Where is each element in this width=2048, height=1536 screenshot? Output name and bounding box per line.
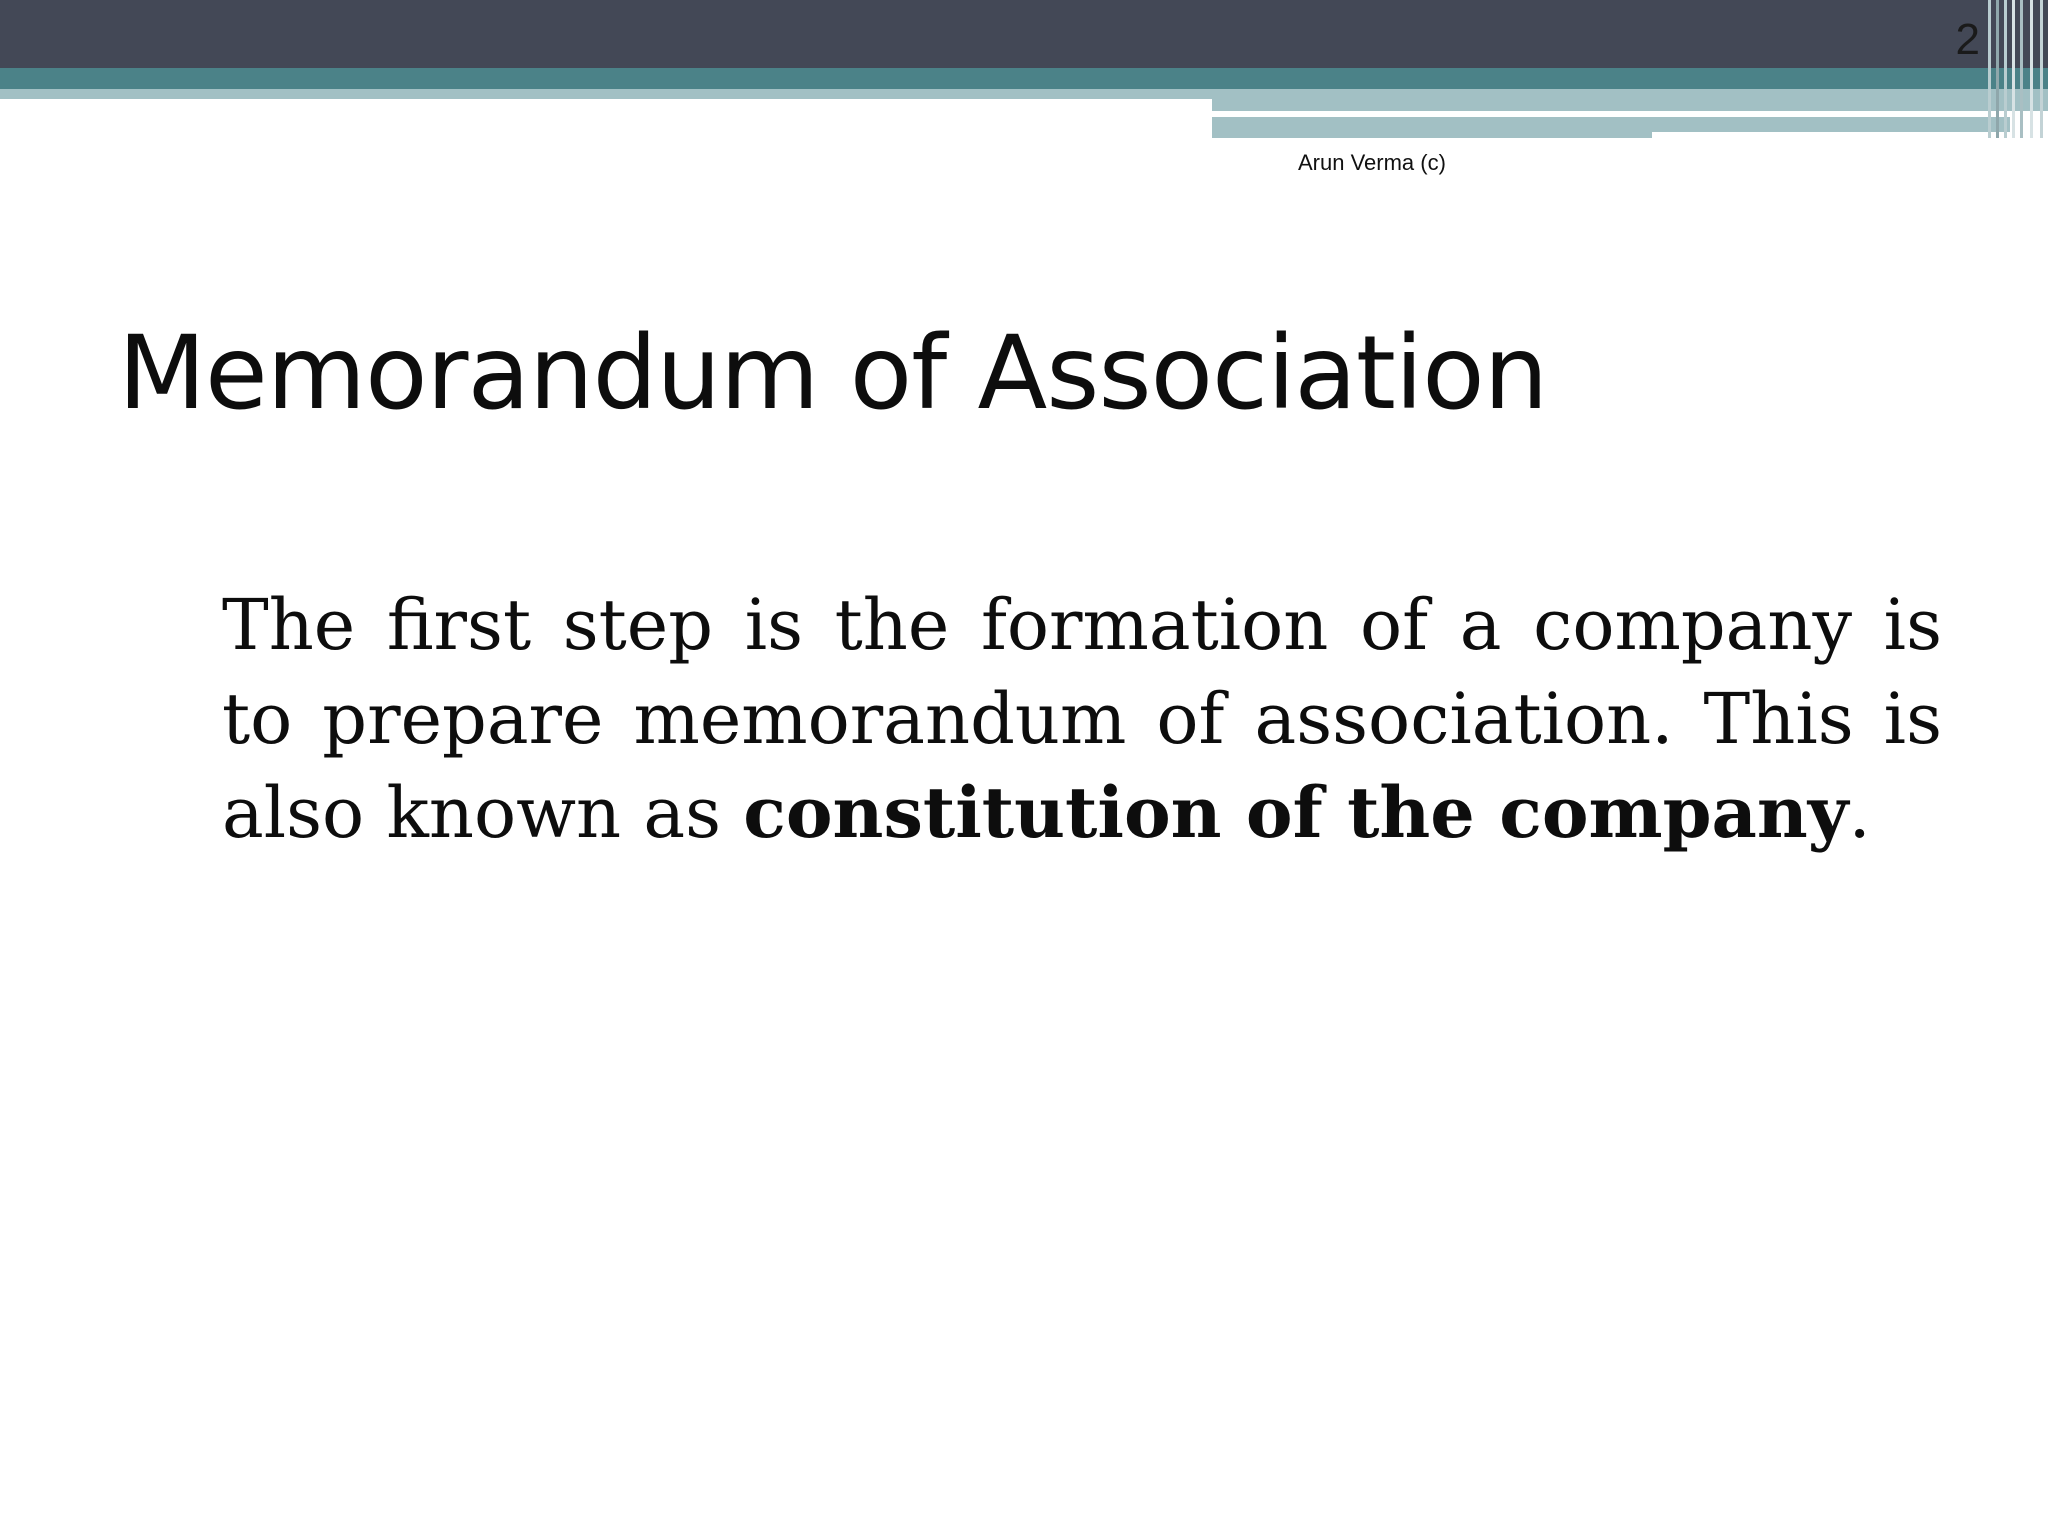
body-text-emphasis: constitution of the company bbox=[743, 771, 1849, 854]
body-text-lead: The first step is the formation of a company is to prepare memorandum of association. This is also known as bbox=[222, 584, 1942, 854]
header-band-light-lower-right bbox=[1652, 117, 2010, 132]
header-stripe bbox=[2012, 0, 2015, 138]
body-paragraph bbox=[222, 578, 1942, 860]
author-credit: Arun Verma (c) bbox=[1298, 150, 1446, 175]
header-band-light-left bbox=[0, 89, 1212, 99]
slide-number: 2 bbox=[1955, 15, 1980, 64]
header-band-dark bbox=[0, 0, 2048, 68]
header-stripe bbox=[2030, 0, 2033, 138]
header-stripe bbox=[2004, 0, 2007, 138]
header-band-light-right bbox=[1212, 89, 2048, 111]
header-stripe bbox=[2040, 0, 2043, 138]
header-step-white bbox=[1652, 132, 2010, 138]
header-band-teal bbox=[0, 68, 2048, 89]
body-text-end: . bbox=[1848, 772, 1871, 854]
header-band-light-lower bbox=[1212, 117, 1652, 138]
header-stripe bbox=[2020, 0, 2023, 138]
header-stripe bbox=[1988, 0, 1991, 138]
slide-title: Memorandum of Association bbox=[118, 314, 1548, 433]
header-stripe bbox=[1996, 0, 1999, 138]
